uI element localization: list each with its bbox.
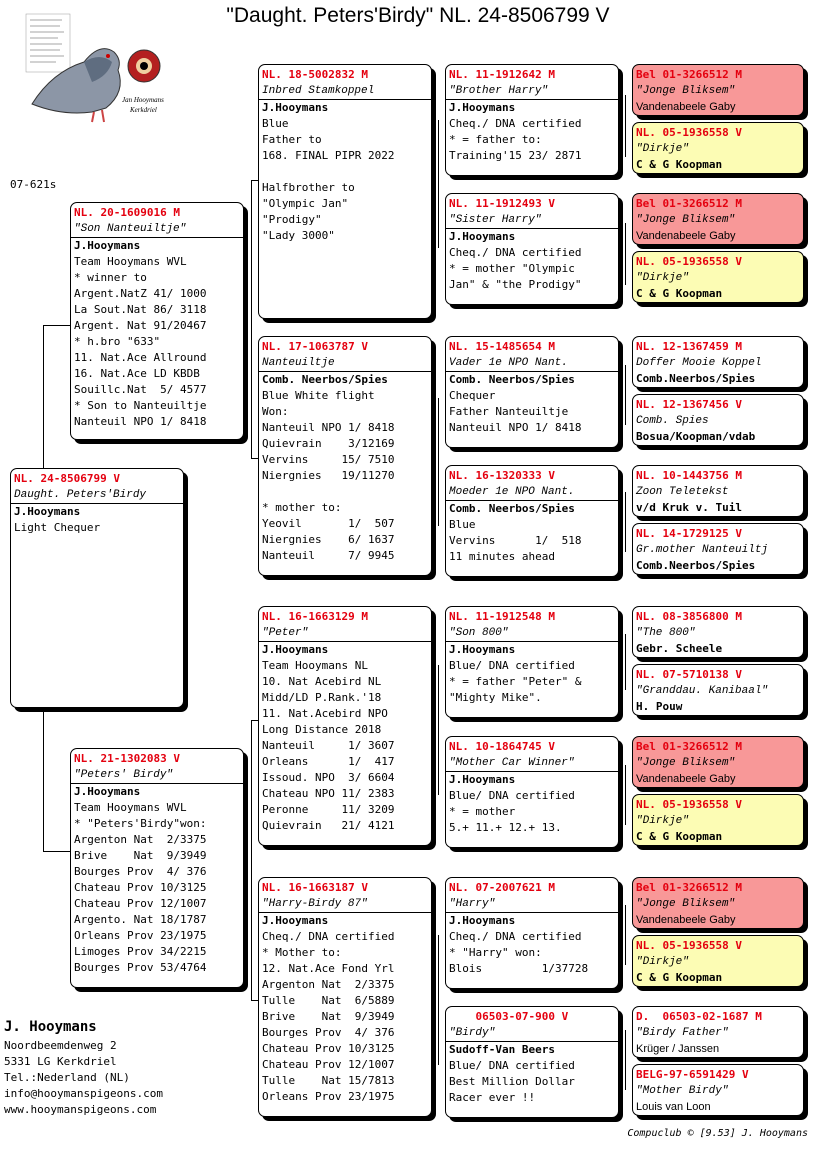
g14-card[interactable] xyxy=(632,935,804,987)
g9-card[interactable] xyxy=(632,606,804,658)
g7-card[interactable] xyxy=(632,465,804,517)
ring-number: Bel 01-3266512 M xyxy=(636,68,742,81)
connector xyxy=(625,95,626,157)
owner: Comb.Neerbos/Spies xyxy=(636,372,756,385)
info: Blue/ DNA certified Best Million Dollar Racer ever !! xyxy=(449,1059,575,1104)
owner: J.Hooymans xyxy=(449,101,516,114)
pigeon-name: "Birdy" xyxy=(449,1027,496,1039)
g4-card[interactable] xyxy=(632,251,804,303)
logo-caption: Jan Hooymans xyxy=(122,96,164,104)
owner: Louis van Loon xyxy=(636,1101,711,1113)
subject-card[interactable] xyxy=(10,468,184,708)
info: Light Chequer xyxy=(14,521,101,534)
ring-number: NL. 16-1320333 V xyxy=(449,469,555,482)
ddd-card[interactable] xyxy=(445,1006,619,1118)
sdd-card[interactable] xyxy=(445,465,619,577)
ring-number: NL. 10-1443756 M xyxy=(636,469,742,482)
ring-number: NL. 16-1663129 M xyxy=(262,610,368,623)
ring-number: NL. 05-1936558 V xyxy=(636,255,742,268)
info: Team Hooymans WVL * winner to Argent.NatZ 41/ 1000 La Sout.Nat 86/ 3118 Argent. Nat 91/20467 * h.bro "633" 11. Nat.Ace Allround 16. Nat.Ace LD KBDB Souillc.Nat 5/ 4577 * Son to Nanteuiltje Nanteuil NPO 1/ 8418 xyxy=(74,255,207,428)
ring-number: NL. 20-1609016 M xyxy=(74,206,180,219)
ring-number: NL. 12-1367459 M xyxy=(636,340,742,353)
pigeon-name: "Harry" xyxy=(449,898,496,910)
pigeon-name: Zoon Teletekst xyxy=(636,486,729,498)
pigeon-name: "Jonge Bliksem" xyxy=(636,757,736,769)
pigeon-name: "Jonge Bliksem" xyxy=(636,85,736,97)
owner: C & G Koopman xyxy=(636,158,723,171)
pigeon-name: "Granddau. Kanibaal" xyxy=(636,685,769,697)
pigeon-name: Doffer Mooie Koppel xyxy=(636,357,762,369)
connector xyxy=(438,120,439,248)
ring-number: NL. 11-1912642 M xyxy=(449,68,555,81)
g15-card[interactable] xyxy=(632,1006,804,1058)
svg-text:Kerkdriel: Kerkdriel xyxy=(130,106,157,114)
pigeon-name: Gr.mother Nanteuiltj xyxy=(636,544,769,556)
owner: C & G Koopman xyxy=(636,287,723,300)
ring-number: NL. 14-1729125 V xyxy=(636,527,742,540)
ring-number: NL. 11-1912493 V xyxy=(449,197,555,210)
owner: Comb. Neerbos/Spies xyxy=(449,502,575,515)
pedigree-code: 07-621s xyxy=(10,178,57,191)
connector xyxy=(438,398,439,526)
owner: C & G Koopman xyxy=(636,830,723,843)
g16-card[interactable] xyxy=(632,1064,804,1116)
ring-number: NL. 05-1936558 V xyxy=(636,126,742,139)
pigeon-name: Inbred Stamkoppel xyxy=(262,85,375,97)
ring-number: NL. 24-8506799 V xyxy=(14,472,120,485)
owner: Comb. Neerbos/Spies xyxy=(262,373,388,386)
pigeon-name: "Harry-Birdy 87" xyxy=(262,898,368,910)
owner: J.Hooymans xyxy=(449,643,516,656)
dss-card[interactable] xyxy=(445,606,619,718)
connector xyxy=(625,634,626,690)
info: Cheq./ DNA certified * Mother to: 12. Nat.Ace Fond Yrl Argenton Nat 2/3375 Tulle Nat 6/5889 Brive Nat 9/3949 Bourges Prov 4/ 376 Chateau Prov 10/3125 Chateau Prov 12/1007 Tulle Nat 15/7813 Orleans Prov 23/1975 xyxy=(262,930,395,1103)
g2-card[interactable] xyxy=(632,122,804,174)
pigeon-name: Daught. Peters'Birdy xyxy=(14,489,147,501)
info: Cheq./ DNA certified * = mother "Olympic Jan" & "the Prodigy" xyxy=(449,246,582,291)
owner: H. Pouw xyxy=(636,700,683,713)
sire-card[interactable] xyxy=(70,202,244,440)
g3-card[interactable] xyxy=(632,193,804,245)
info: Blue Vervins 1/ 518 11 minutes ahead xyxy=(449,518,582,563)
sss-card[interactable] xyxy=(445,64,619,176)
ring-number: D. 06503-02-1687 M xyxy=(636,1010,762,1023)
info: Cheq./ DNA certified * "Harry" won: Blois 1/37728 xyxy=(449,930,589,975)
g5-card[interactable] xyxy=(632,336,804,388)
connector xyxy=(625,492,626,552)
pigeon-name: "Mother Birdy" xyxy=(636,1085,729,1097)
pigeon-name: Nanteuiltje xyxy=(262,357,335,369)
breeder-phone: Tel.:Nederland (NL) xyxy=(4,1071,130,1084)
owner: v/d Kruk v. Tuil xyxy=(636,501,742,514)
info: Cheq./ DNA certified * = father to: Training'15 23/ 2871 xyxy=(449,117,582,162)
breeder-postcode: 5331 LG Kerkdriel xyxy=(4,1055,117,1068)
info: Team Hooymans NL 10. Nat Acebird NL Midd/LD P.Rank.'18 11. Nat.Acebird NPO Long Distance 2018 Nanteuil 1/ 3607 Orleans 1/ 417 Issoud. NPO 3/ 6604 Chateau NPO 11/ 2383 Peronne 11/ 3209 Quievrain 21/ 4121 xyxy=(262,659,395,832)
pigeon-name: "Son Nanteuiltje" xyxy=(74,223,187,235)
g1-card[interactable] xyxy=(632,64,804,116)
connector xyxy=(625,905,626,965)
owner: Vandenabeele Gaby xyxy=(636,101,736,113)
owner: Sudoff-Van Beers xyxy=(449,1043,555,1056)
owner: J.Hooymans xyxy=(262,914,329,927)
connector xyxy=(43,325,70,326)
connector xyxy=(625,765,626,825)
connector xyxy=(43,325,44,468)
owner: Vandenabeele Gaby xyxy=(636,914,736,926)
ring-number: Bel 01-3266512 M xyxy=(636,740,742,753)
owner: J.Hooymans xyxy=(74,785,141,798)
connector xyxy=(43,708,44,851)
g6-card[interactable] xyxy=(632,394,804,446)
dam-dam-card[interactable] xyxy=(258,877,432,1117)
pigeon-name: "Birdy Father" xyxy=(636,1027,729,1039)
owner: J.Hooymans xyxy=(449,914,516,927)
connector xyxy=(625,223,626,285)
owner: J.Hooymans xyxy=(262,101,329,114)
pigeon-name: Comb. Spies xyxy=(636,415,709,427)
pigeon-name: "Son 800" xyxy=(449,627,509,639)
info: Chequer Father Nanteuiltje Nanteuil NPO 1/ 8418 xyxy=(449,389,582,434)
owner: C & G Koopman xyxy=(636,971,723,984)
owner: Gebr. Scheele xyxy=(636,642,723,655)
pigeon-logo xyxy=(22,12,170,130)
owner: Vandenabeele Gaby xyxy=(636,230,736,242)
sds-card[interactable] xyxy=(445,336,619,448)
g10-card[interactable] xyxy=(632,664,804,716)
info: Blue/ DNA certified * = mother 5.+ 11.+ 12.+ 13. xyxy=(449,789,575,834)
ring-number: NL. 17-1063787 V xyxy=(262,340,368,353)
owner: J.Hooymans xyxy=(74,239,141,252)
ring-number: NL. 11-1912548 M xyxy=(449,610,555,623)
owner: Bosua/Koopman/vdab xyxy=(636,430,756,443)
info: Blue White flight Won: Nanteuil NPO 1/ 8418 Quievrain 3/12169 Vervins 15/ 7510 Niergnies 19/11270 * mother to: Yeovil 1/ 507 Niergnies 6/ 1637 Nanteuil 7/ 9945 xyxy=(262,389,395,562)
connector xyxy=(625,365,626,425)
connector xyxy=(43,851,70,852)
pedigree-title: "Daught. Peters'Birdy" NL. 24-8506799 V xyxy=(226,4,610,27)
ring-number: BELG-97-6591429 V xyxy=(636,1068,749,1081)
owner: J.Hooymans xyxy=(14,505,81,518)
breeder-website[interactable]: www.hooymanspigeons.com xyxy=(4,1103,157,1116)
ring-number: Bel 01-3266512 M xyxy=(636,197,742,210)
ring-number: 06503-07-900 V xyxy=(449,1010,569,1023)
g13-card[interactable] xyxy=(632,877,804,929)
pigeon-name: "Brother Harry" xyxy=(449,85,549,97)
pigeon-name: "Dirkje" xyxy=(636,143,689,155)
ring-number: NL. 08-3856800 M xyxy=(636,610,742,623)
ring-number: NL. 10-1864745 V xyxy=(449,740,555,753)
ring-number: NL. 15-1485654 M xyxy=(449,340,555,353)
ring-number: NL. 07-2007621 M xyxy=(449,881,555,894)
owner: J.Hooymans xyxy=(449,773,516,786)
pigeon-name: "Mother Car Winner" xyxy=(449,757,575,769)
breeder-info xyxy=(4,1016,163,1118)
pigeon-name: Moeder 1e NPO Nant. xyxy=(449,486,575,498)
breeder-email[interactable]: info@hooymanspigeons.com xyxy=(4,1087,163,1100)
footer-credit: Compuclub © [9.53] J. Hooymans xyxy=(627,1128,808,1139)
ring-number: Bel 01-3266512 M xyxy=(636,881,742,894)
sire-sire-card[interactable] xyxy=(258,64,432,319)
dds-card[interactable] xyxy=(445,877,619,989)
info: Blue Father to 168. FINAL PIPR 2022 Halfbrother to "Olympic Jan" "Prodigy" "Lady 3000" xyxy=(262,117,395,242)
g8-card[interactable] xyxy=(632,523,804,575)
connector xyxy=(251,180,252,458)
owner: Krüger / Janssen xyxy=(636,1043,720,1055)
ring-number: NL. 05-1936558 V xyxy=(636,939,742,952)
pigeon-name: "Jonge Bliksem" xyxy=(636,214,736,226)
owner: J.Hooymans xyxy=(449,230,516,243)
pigeon-name: "Sister Harry" xyxy=(449,214,542,226)
pigeon-name: "The 800" xyxy=(636,627,696,639)
info: Team Hooymans WVL * "Peters'Birdy"won: Argenton Nat 2/3375 Brive Nat 9/3949 Bourges Prov 4/ 376 Chateau Prov 10/3125 Chateau Prov 12/1007 Argento. Nat 18/1787 Orleans Prov 23/1975 Limoges Prov 34/2215 Bourges Prov 53/4764 xyxy=(74,801,207,974)
pigeon-name: "Dirkje" xyxy=(636,956,689,968)
ring-number: NL. 12-1367456 V xyxy=(636,398,742,411)
ssd-card[interactable] xyxy=(445,193,619,305)
dsd-card[interactable] xyxy=(445,736,619,848)
connector xyxy=(625,1030,626,1090)
pigeon-name: "Peter" xyxy=(262,627,309,639)
g12-card[interactable] xyxy=(632,794,804,846)
owner: J.Hooymans xyxy=(262,643,329,656)
pigeon-name: "Peters' Birdy" xyxy=(74,769,174,781)
ring-number: NL. 21-1302083 V xyxy=(74,752,180,765)
info: Blue/ DNA certified * = father "Peter" & "Mighty Mike". xyxy=(449,659,582,704)
owner: Vandenabeele Gaby xyxy=(636,773,736,785)
ring-number: NL. 18-5002832 M xyxy=(262,68,368,81)
ring-number: NL. 16-1663187 V xyxy=(262,881,368,894)
dam-sire-card[interactable] xyxy=(258,606,432,846)
pigeon-name: "Jonge Bliksem" xyxy=(636,898,736,910)
connector xyxy=(251,720,252,1000)
sire-dam-card[interactable] xyxy=(258,336,432,576)
breeder-name: J. Hooymans xyxy=(4,1019,97,1035)
connector xyxy=(438,935,439,1065)
pigeon-name: "Dirkje" xyxy=(636,272,689,284)
pigeon-name: "Dirkje" xyxy=(636,815,689,827)
owner: Comb. Neerbos/Spies xyxy=(449,373,575,386)
owner: Comb.Neerbos/Spies xyxy=(636,559,756,572)
g11-card[interactable] xyxy=(632,736,804,788)
dam-card[interactable] xyxy=(70,748,244,988)
breeder-address: Noordbeemdenweg 2 xyxy=(4,1039,117,1052)
ring-number: NL. 07-5710138 V xyxy=(636,668,742,681)
ring-number: NL. 05-1936558 V xyxy=(636,798,742,811)
connector xyxy=(438,665,439,795)
pigeon-name: Vader 1e NPO Nant. xyxy=(449,357,568,369)
